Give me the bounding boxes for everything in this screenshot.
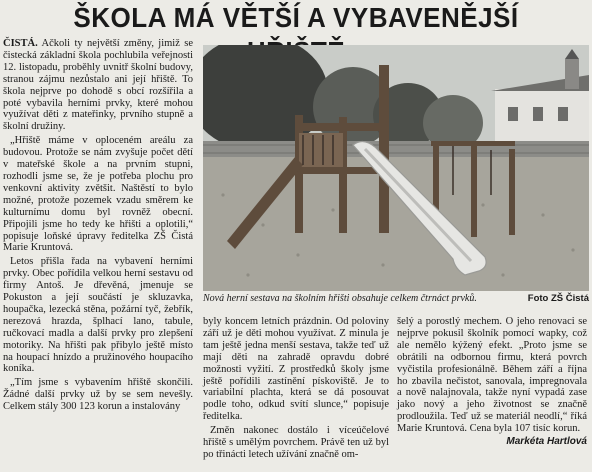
playground-illustration	[203, 45, 589, 291]
author-byline: Markéta Hartlová	[506, 436, 587, 448]
photo-caption	[203, 293, 589, 305]
paragraph: „Hřiště máme v oploceném areálu za budovou. Protože se nám zvyšuje počet dětí v mateřské škole a na prvním stupni, rozhodli jsme se, že je potřeba plochu pro venkovní aktivity zvětšit. Naštěstí to bylo možné, protože pozemek vzadu směrem ke kulturnímu domu byl rovněž obecní. Připojili jsme ho tedy ke hřišti a oplotili,“ popisuje loňské úpravy ředitelka ZŠ Čistá Marie Kruntová.	[3, 135, 193, 254]
paragraph: ČISTÁ. Ačkoli ty největší změny, jimiž se čistecká základní škola pochlubila veřejnosti 12. listopadu, proběhly uvnitř školní budovy, stranou zájmu nezůstalo ani její hřiště. To škola nejprve po dohodě s obcí rozšířila a poté vybavila herními prvky, které mohou využívat děti z mateřinky, prvního stupně a školní družiny.	[3, 38, 193, 133]
paragraph: Letos přišla řada na vybavení herními prvky. Obec pořídila velkou herní sestavu od firmy Antoš. Je dřevěná, jmenuje se Pokuston a její součástí je skluzavka, houpačka, lezecká stěna, požární tyč, žebřík, nerezová hrazda, šplhací lano, tabule, ručkovací madla a další prvky pro zlepšení motoriky. Na hřišti pak přibylo ještě místo na houpací hnízdo a pružinového houpacího koníka.	[3, 256, 193, 375]
headline: ŠKOLA MÁ VĚTŠÍ A VYBAVENĚJŠÍ	[73, 2, 519, 33]
dateline: ČISTÁ.	[3, 38, 38, 49]
paragraph: Změn nakonec dostálo i víceúčelové hřiště s umělým povrchem. Právě ten už byl po třinácti letech užívání značně om-	[203, 425, 389, 460]
article-column-left	[3, 38, 193, 413]
article-column-middle	[203, 316, 389, 461]
photo-credit: Foto ZŠ Čistá	[527, 293, 589, 304]
article-column-right	[397, 316, 587, 448]
playground-photo	[203, 45, 589, 291]
paragraph: byly koncem letních prázdnin. Od poloviny září už je děti mohou využívat. Z minula je tam ještě jedna menší sestava, takže teď už mají děti na zahradě opravdu dobré možnosti vyžití. Z prostředků školy jsme ještě pořídili zastínění pískoviště. Je to variabilní plachta, která se dá posouvat podle toho, odkud svítí slunce,“ popisuje ředitelka.	[203, 316, 389, 423]
paragraph: šelý a porostlý mechem. O jeho renovaci se nejprve pokusil školník pomocí wapky, což ale nemělo kýžený efekt. „Proto jsme se obrátili na odbornou firmu, která povrch vyčistila profesionálně. Během září a října ho zbavila nečistot, sanovala, impregnovala a nově nalajnovala, takže nyní vypadá zase jako nový a jeho životnost se značně prodloužila. Teď už se materiál neodlí,“ říká Marie Kruntová. Cena byla 107 tisíc korun.	[397, 316, 587, 435]
caption-text: Nová herní sestava na školním hřišti obsahuje celkem čtrnáct prvků.	[203, 293, 477, 304]
paragraph: „Tím jsme s vybavením hřiště skončili. Žádné další prvky už by se sem nevešly. Celkem stály 300 123 korun a instalovány	[3, 377, 193, 413]
